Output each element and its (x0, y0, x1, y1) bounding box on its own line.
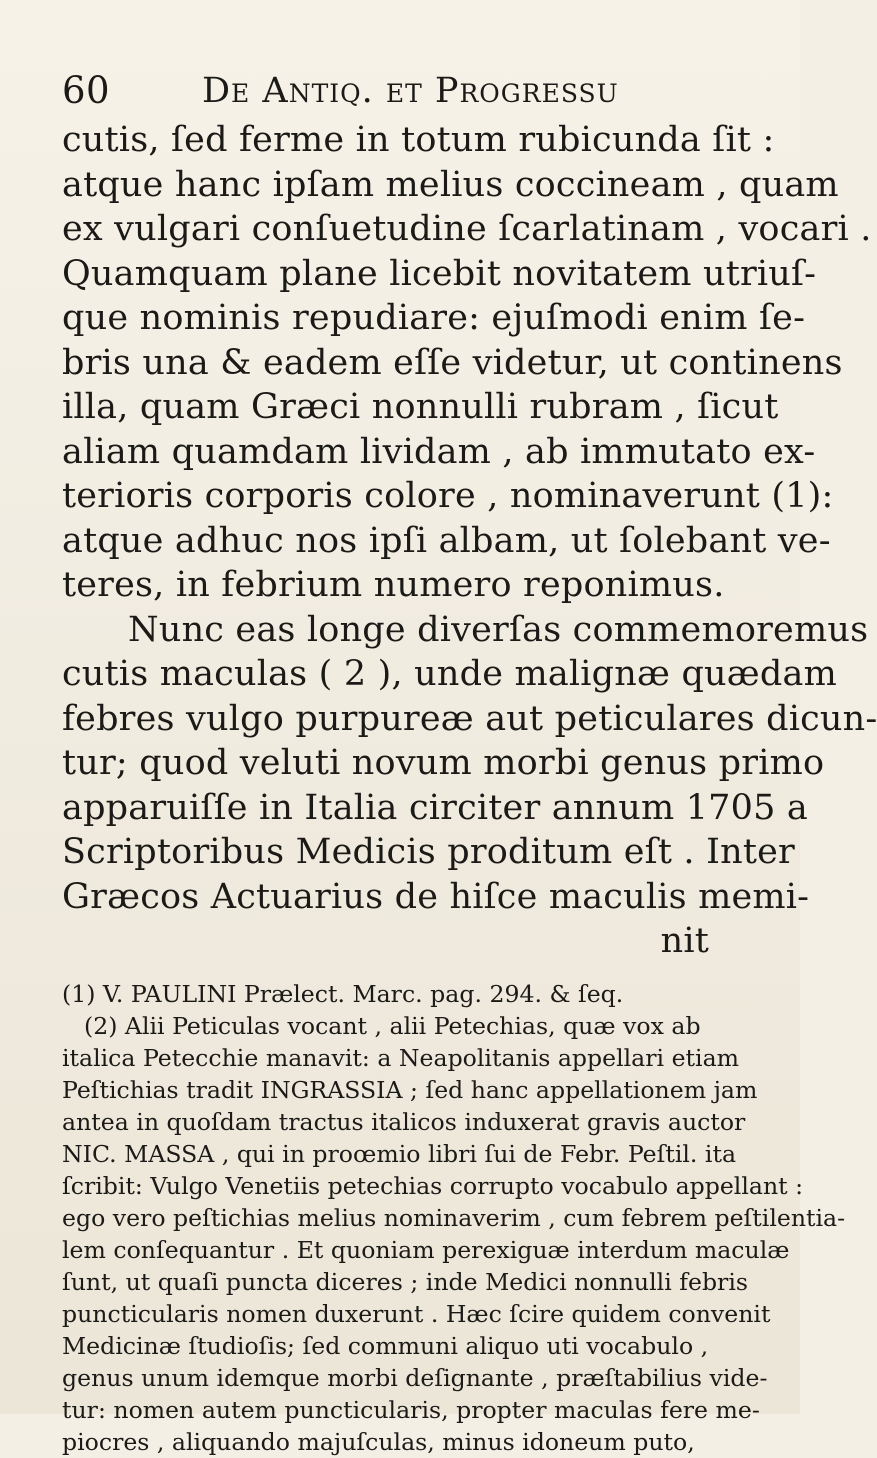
footnote-line: ego vero peſtichias melius nominaverim , cum febrem peſtilentia- (62, 1204, 846, 1232)
footnotes-block (62, 978, 846, 1458)
running-head (62, 68, 762, 114)
text-line: cutis maculas ( 2 ), unde malignæ quædam (62, 654, 837, 694)
text-line: cutis, ſed ferme in totum rubicunda ſit : (62, 120, 775, 160)
text-line: bris una & eadem eſſe videtur, ut continens (62, 342, 843, 383)
text-line: terioris corporis colore , nominaverunt (1): (62, 476, 834, 516)
footnote-line: italica Petecchie manavit: a Neapolitanis appellari etiam (62, 1044, 740, 1072)
text-line: Quamquam plane licebit novitatem utriuſ- (62, 253, 817, 294)
running-title: De Antiq. et Progressu (202, 71, 619, 111)
text-line: atque adhuc nos ipſi albam, ut ſolebant ve- (62, 520, 831, 561)
footnote-line: ſcribit: Vulgo Venetiis petechias corrupto vocabulo appellant : (62, 1172, 804, 1200)
footnote-line: antea in quoſdam tractus italicos induxerat gravis auctor (62, 1108, 746, 1136)
footnote-2-start: (2) Alii Peticulas vocant , alii Petechias, quæ vox ab (84, 1012, 701, 1040)
paragraph-start-line: Nunc eas longe diverſas commemoremus (128, 609, 869, 650)
footnote-1: (1) V. PAULINI Prælect. Marc. pag. 294. & ſeq. (62, 980, 624, 1008)
footnote-line: lem conſequantur . Et quoniam perexiguæ interdum maculæ (62, 1236, 790, 1264)
text-line: apparuiſſe in Italia circiter annum 1705 a (62, 787, 808, 828)
page-number: 60 (62, 69, 111, 112)
text-line: illa, quam Græci nonnulli rubram , ſicut (62, 387, 779, 427)
text-line: Græcos Actuarius de hiſce maculis memi- (62, 876, 810, 917)
text-line: Scriptoribus Medicis proditum eſt . Inter (62, 832, 795, 872)
main-text-block (62, 118, 877, 964)
text-line: febres vulgo purpureæ aut peticulares dicun- (62, 698, 877, 739)
footnote-line: puncticularis nomen duxerunt . Hæc ſcire quidem convenit (62, 1300, 771, 1328)
footnote-line: Peſtichias tradit INGRASSIA ; ſed hanc appellationem jam (62, 1076, 758, 1104)
footnote-line: tur: nomen autem puncticularis, propter maculas fere me- (62, 1396, 760, 1424)
text-line: atque hanc ipſam melius coccineam , quam (62, 164, 839, 205)
footnote-line: NIC. MASSA , qui in proœmio libri ſui de Febr. Peſtil. ita (62, 1140, 737, 1168)
text-line: aliam quamdam lividam , ab immutato ex- (62, 431, 816, 472)
footnote-line: Medicinæ ſtudioſis; ſed communi aliquo uti vocabulo , (62, 1332, 709, 1360)
text-line: teres, in febrium numero reponimus. (62, 565, 725, 605)
footnote-line: piocres , aliquando majuſculas, minus idoneum puto, (62, 1428, 695, 1456)
footnote-line: ſunt, ut quaſi puncta diceres ; inde Medici nonnulli febris (62, 1268, 748, 1296)
footnote-line: genus unum idemque morbi deſignante , præſtabilius vide- (62, 1364, 768, 1392)
text-line: tur; quod veluti novum morbi genus primo (62, 743, 825, 783)
catchword: nit (660, 921, 709, 961)
text-line: que nominis repudiare: ejuſmodi enim ſe- (62, 298, 806, 338)
text-line: ex vulgari conſuetudine ſcarlatinam , vocari . (62, 209, 872, 249)
